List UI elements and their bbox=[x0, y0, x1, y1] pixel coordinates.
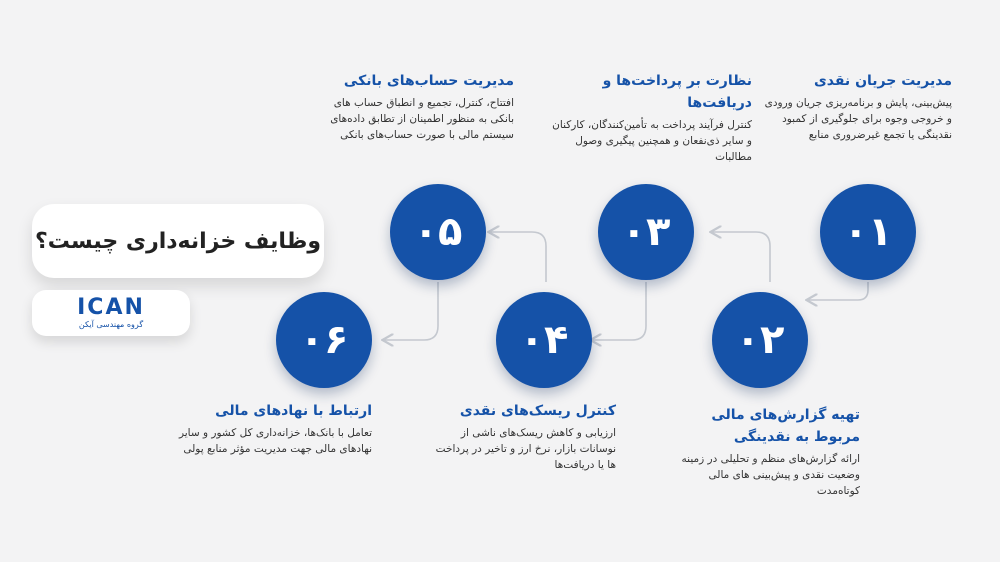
step-title-05: مدیریت حساب‌های بانکی bbox=[343, 73, 514, 89]
arrow-04-05 bbox=[490, 232, 546, 282]
step-number-06: ۰۶ bbox=[276, 292, 372, 388]
step-block-02 bbox=[680, 404, 860, 499]
step-desc-02: ارائه گزارش‌های منظم و تحلیلی در زمینه وضعیت نقدی و پیش‌بینی های مالی کوتاه‌مدت bbox=[681, 453, 860, 497]
step-block-05 bbox=[326, 70, 514, 143]
step-desc-05: افتتاح، کنترل، تجمیع و انطباق حساب های بانکی به منظور اطمینان از تطابق داده‌های سیستم مالی با صورت حساب‌های بانکی bbox=[330, 97, 514, 141]
step-block-03 bbox=[546, 70, 752, 165]
step-number-01: ۰۱ bbox=[820, 184, 916, 280]
step-desc-03: کنترل فرآیند پرداخت به تأمین‌کنندگان، کارکنان و سایر ذی‌نفعان و همچنین پیگیری وصول مطالبات bbox=[552, 119, 752, 163]
page-title: وظایف خزانه‌داری چیست؟ bbox=[32, 204, 324, 278]
step-desc-04: ارزیابی و کاهش ریسک‌های ناشی از نوسانات بازار، نرخ ارز و تاخیر در پرداخت ها یا دریافت‌ها bbox=[435, 427, 616, 471]
step-number-04: ۰۴ bbox=[496, 292, 592, 388]
step-title-04: کنترل ریسک‌های نقدی bbox=[459, 403, 616, 419]
logo-brand: ICAN bbox=[77, 294, 145, 320]
step-number-03: ۰۳ bbox=[598, 184, 694, 280]
step-block-06 bbox=[176, 400, 372, 457]
step-title-03: نظارت بر پرداخت‌ها و دریافت‌ها bbox=[602, 73, 752, 111]
logo bbox=[32, 290, 190, 336]
logo-subtitle: گروه مهندسی آیکن bbox=[78, 319, 144, 329]
step-desc-06: تعامل با بانک‌ها، خزانه‌داری کل کشور و سایر نهادهای مالی جهت مدیریت مؤثر منابع پولی bbox=[178, 427, 372, 455]
step-title-06: ارتباط با نهادهای مالی bbox=[215, 403, 372, 419]
arrow-02-03 bbox=[712, 232, 770, 282]
arrow-03-04 bbox=[592, 282, 646, 340]
step-block-04 bbox=[430, 400, 616, 473]
arrow-01-02 bbox=[808, 282, 868, 300]
step-desc-01: پیش‌بینی، پایش و برنامه‌ریزی جریان ورودی و خروجی وجوه برای جلوگیری از کمبود نقدینگی یا تجمع غیرضروری منابع bbox=[764, 97, 952, 141]
step-block-01 bbox=[764, 70, 952, 143]
step-number-05: ۰۵ bbox=[390, 184, 486, 280]
arrow-05-06 bbox=[384, 282, 438, 340]
step-number-02: ۰۲ bbox=[712, 292, 808, 388]
step-title-02: تهیه گزارش‌های مالی مربوط به نقدینگی bbox=[711, 407, 860, 445]
step-title-01: مدیریت جریان نقدی bbox=[813, 73, 952, 89]
